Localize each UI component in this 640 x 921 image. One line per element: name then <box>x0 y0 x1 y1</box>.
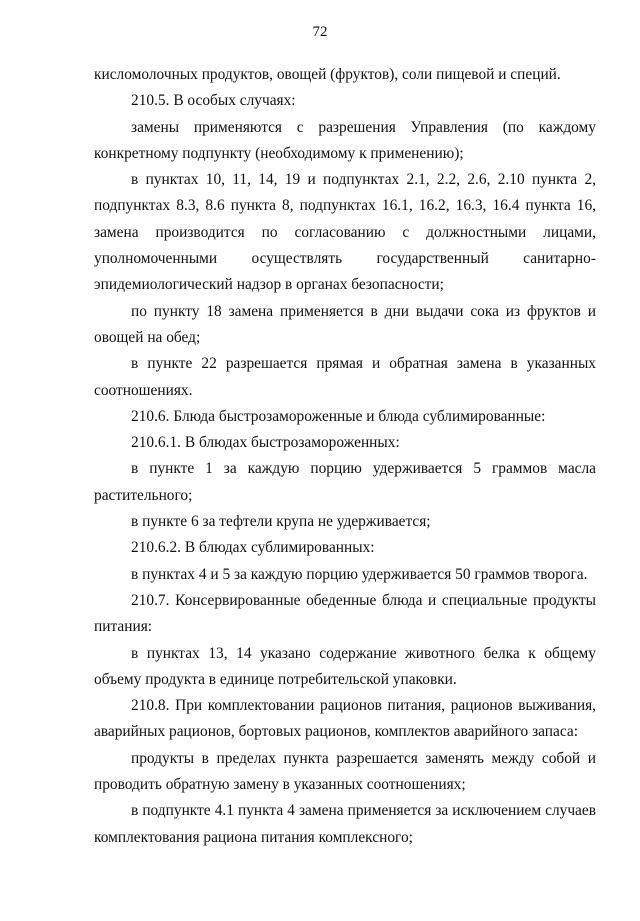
paragraph-210-8-heading: 210.8. При комплектовании рационов питания, рационов выживания, аварийных рационов, бортовых рационов, комплектов аварийного запаса: <box>94 697 596 741</box>
paragraph-point-6-meatballs: в пункте 6 за тефтели крупа не удерживается; <box>131 513 431 531</box>
paragraph-210-7-heading: 210.7. Консервированные обеденные блюда и специальные продукты питания: <box>94 591 596 636</box>
paragraph-replacements-permission: замены применяются с разрешения Управления (по каждому конкретному подпункту (необходимому к применению); <box>94 118 596 162</box>
paragraph-210-6-1-heading: 210.6.1. В блюдах быстрозамороженных: <box>131 434 400 452</box>
paragraph-points-13-14-protein: в пунктах 13, 14 указано содержание животного белка к общему объему продукта в единице потребительской упаковки. <box>94 644 596 688</box>
paragraph-point-1-oil: в пункте 1 за каждую порцию удерживается 5 граммов масла растительного; <box>94 460 596 504</box>
paragraph-products-swap: продукты в пределах пункта разрешается заменять между собой и проводить обратную замену в указанных соотношениях; <box>94 749 596 794</box>
paragraph-point-18: по пункту 18 замена применяется в дни выдачи сока из фруктов и овощей на обед; <box>94 302 596 346</box>
paragraph-subpoint-4-1: в подпункте 4.1 пункта 4 замена применяется за исключением случаев комплектования рациона питания комплексного; <box>94 802 596 846</box>
paragraph-points-list: в пунктах 10, 11, 14, 19 и подпунктах 2.1, 2.2, 2.6, 2.10 пункта 2, подпунктах 8.3, 8.6 пункта 8, подпунктах 16.1, 16.2, 16.3, 16.4 пункта 16, замена производится по согласованию с должностными лицами, уполномоченными осуществлять государственный санитарно-эпидемиологический надзор в органах безопасности; <box>94 171 596 294</box>
paragraph-210-5-heading: 210.5. В особых случаях: <box>131 92 296 110</box>
paragraph-210-6-2-heading: 210.6.2. В блюдах сублимированных: <box>131 539 375 557</box>
paragraph-points-4-5-curd: в пунктах 4 и 5 за каждую порцию удерживается 50 граммов творога. <box>131 565 588 583</box>
paragraph-210-6-heading: 210.6. Блюда быстрозамороженные и блюда сублимированные: <box>131 407 546 425</box>
page-number: 72 <box>312 24 328 40</box>
document-body <box>94 62 596 851</box>
paragraph-point-22: в пункте 22 разрешается прямая и обратная замена в указанных соотношениях. <box>94 355 596 399</box>
paragraph-continuation: кисломолочных продуктов, овощей (фруктов), соли пищевой и специй. <box>94 66 561 83</box>
